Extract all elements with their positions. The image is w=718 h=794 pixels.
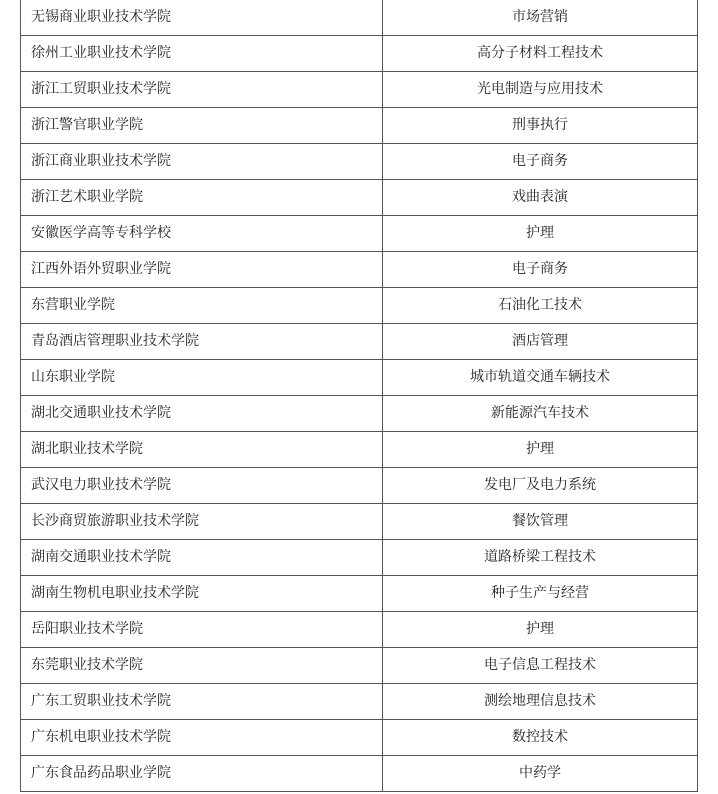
table-row (21, 0, 698, 36)
table-row (21, 504, 698, 540)
table-row (21, 144, 698, 180)
table-row (21, 108, 698, 144)
school-name-cell: 青岛酒店管理职业技术学院 (21, 324, 383, 360)
major-name-cell: 高分子材料工程技术 (383, 36, 698, 72)
major-name-cell: 道路桥梁工程技术 (383, 540, 698, 576)
major-name-cell: 护理 (383, 432, 698, 468)
table-row (21, 252, 698, 288)
table-row (21, 324, 698, 360)
table-row (21, 432, 698, 468)
major-name-cell: 护理 (383, 612, 698, 648)
major-name-cell: 市场营销 (383, 0, 698, 36)
major-name-cell: 刑事执行 (383, 108, 698, 144)
school-name-cell: 浙江商业职业技术学院 (21, 144, 383, 180)
school-name-cell: 长沙商贸旅游职业技术学院 (21, 504, 383, 540)
table-row (21, 684, 698, 720)
table-row (21, 396, 698, 432)
major-name-cell: 中药学 (383, 756, 698, 792)
school-name-cell: 湖南交通职业技术学院 (21, 540, 383, 576)
major-name-cell: 酒店管理 (383, 324, 698, 360)
school-name-cell: 湖南生物机电职业技术学院 (21, 576, 383, 612)
major-name-cell: 城市轨道交通车辆技术 (383, 360, 698, 396)
school-name-cell: 广东机电职业技术学院 (21, 720, 383, 756)
school-name-cell: 东营职业学院 (21, 288, 383, 324)
major-name-cell: 光电制造与应用技术 (383, 72, 698, 108)
table-row (21, 216, 698, 252)
school-name-cell: 广东食品药品职业学院 (21, 756, 383, 792)
table-row (21, 612, 698, 648)
table-row (21, 756, 698, 792)
table-row (21, 180, 698, 216)
table-row (21, 72, 698, 108)
school-name-cell: 浙江工贸职业技术学院 (21, 72, 383, 108)
major-name-cell: 电子商务 (383, 252, 698, 288)
major-name-cell: 护理 (383, 216, 698, 252)
table-row (21, 540, 698, 576)
major-name-cell: 戏曲表演 (383, 180, 698, 216)
school-name-cell: 广东工贸职业技术学院 (21, 684, 383, 720)
major-name-cell: 电子信息工程技术 (383, 648, 698, 684)
school-name-cell: 武汉电力职业技术学院 (21, 468, 383, 504)
table-row (21, 576, 698, 612)
table-row (21, 288, 698, 324)
major-name-cell: 餐饮管理 (383, 504, 698, 540)
school-name-cell: 湖北交通职业技术学院 (21, 396, 383, 432)
major-name-cell: 种子生产与经营 (383, 576, 698, 612)
school-name-cell: 浙江艺术职业学院 (21, 180, 383, 216)
school-major-table-container (20, 0, 696, 792)
school-major-table (20, 0, 698, 792)
major-name-cell: 发电厂及电力系统 (383, 468, 698, 504)
table-row (21, 720, 698, 756)
school-name-cell: 东莞职业技术学院 (21, 648, 383, 684)
major-name-cell: 测绘地理信息技术 (383, 684, 698, 720)
school-name-cell: 岳阳职业技术学院 (21, 612, 383, 648)
school-name-cell: 江西外语外贸职业学院 (21, 252, 383, 288)
school-name-cell: 山东职业学院 (21, 360, 383, 396)
major-name-cell: 石油化工技术 (383, 288, 698, 324)
table-row (21, 360, 698, 396)
major-name-cell: 电子商务 (383, 144, 698, 180)
school-name-cell: 浙江警官职业学院 (21, 108, 383, 144)
school-name-cell: 无锡商业职业技术学院 (21, 0, 383, 36)
major-name-cell: 新能源汽车技术 (383, 396, 698, 432)
school-name-cell: 安徽医学高等专科学校 (21, 216, 383, 252)
school-name-cell: 湖北职业技术学院 (21, 432, 383, 468)
table-row (21, 36, 698, 72)
table-row (21, 468, 698, 504)
major-name-cell: 数控技术 (383, 720, 698, 756)
table-row (21, 648, 698, 684)
school-name-cell: 徐州工业职业技术学院 (21, 36, 383, 72)
